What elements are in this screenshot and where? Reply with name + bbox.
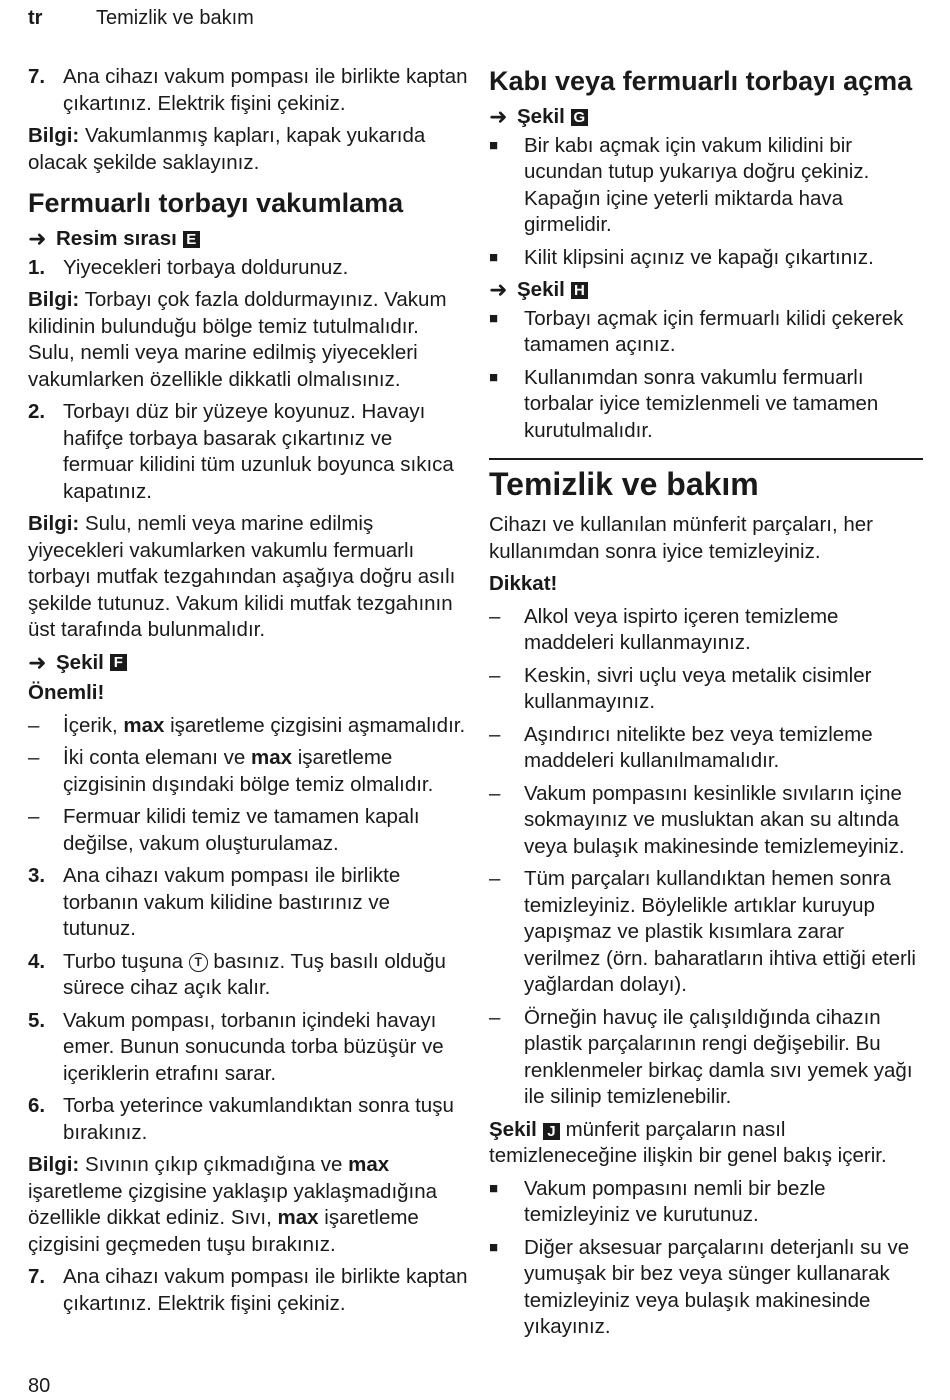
max-mark: max: [251, 746, 293, 769]
figure-ref-f: [28, 650, 468, 677]
caution-text: Alkol veya ispirto içeren temizleme maddeleri kullanmayınız.: [524, 604, 839, 654]
section-divider: [489, 458, 923, 460]
figure-letter-box: F: [110, 654, 127, 671]
step-text: Ana cihazı vakum pompası ile birlikte kaptan çıkartınız. Elektrik fişini çekiniz.: [63, 65, 468, 115]
figure-ref-label: Şekil: [517, 105, 565, 128]
step-5: [28, 1008, 468, 1088]
step-number: 4.: [28, 949, 46, 973]
text-part: İki conta elemanı ve: [63, 746, 252, 769]
max-mark: max: [123, 713, 165, 737]
figure-ref-label: Şekil: [56, 650, 104, 674]
step-7-bottom: [28, 1264, 468, 1317]
figure-letter-box: H: [571, 282, 588, 299]
step-number: 7.: [28, 1265, 46, 1288]
bullet-item-5: [489, 1176, 923, 1229]
caution-item-2: [489, 663, 923, 716]
step-text: [63, 949, 468, 1002]
caution-item-6: [489, 1005, 923, 1111]
step-text: Torba yeterince vakumlandıktan sonra tuşu bırakınız.: [63, 1094, 454, 1144]
note-3: [28, 1152, 468, 1258]
bullet-text: Diğer aksesuar parçalarını deterjanlı su ve yumuşak bir bez veya sünger kullanarak temizleyiniz veya bulaşık makinesinde yıkayınız.: [524, 1235, 910, 1338]
warning-item-3: [28, 804, 468, 857]
warning-item-2: [28, 745, 468, 798]
figure-ref-label: Resim sırası: [56, 227, 177, 250]
step-number: 1.: [28, 255, 46, 279]
note-2: [28, 511, 468, 644]
arrow-right-icon: ➜: [489, 277, 508, 302]
caution-text: Tüm parçaları kullandıktan hemen sonra temizleyiniz. Böylelikle artıklar kuruyup yapışmaz ve plastik kısımlara zarar verilmez (örn. baharatların ihtiva ettiği eterli yağlardan dolayı).: [524, 867, 916, 996]
bullet-text: Vakum pompasını nemli bir bezle temizleyiniz ve kurutunuz.: [524, 1176, 826, 1226]
figure-letter-box: E: [183, 231, 200, 248]
note-1: [28, 287, 468, 393]
step-number: 5.: [28, 1008, 46, 1032]
note-text: Torbayı çok fazla doldurmayınız. Vakum kilidinin bulunduğu bölge temiz tutulmalıdır. Sulu, nemli veya marine edilmiş yiyecekleri vakumlarken özellikle dikkatli olmalısınız.: [28, 288, 447, 391]
language-code: tr: [28, 7, 43, 29]
note-label: Bilgi:: [28, 124, 80, 147]
dash-marker: –: [489, 604, 501, 628]
text-part: işaretleme çizgisini aşmamalıdır.: [164, 713, 466, 737]
note-label: Bilgi:: [28, 512, 80, 535]
square-bullet-icon: ■: [489, 1238, 499, 1256]
dash-marker: –: [489, 722, 501, 746]
right-column: [489, 64, 923, 1347]
max-mark: max: [348, 1153, 390, 1176]
step-1: [28, 255, 468, 282]
figure-ref-h: [489, 277, 923, 304]
step-number: 3.: [28, 864, 46, 887]
bullet-item-2: [489, 245, 923, 272]
square-bullet-icon: ■: [489, 136, 499, 154]
dash-marker: –: [489, 867, 501, 890]
dash-marker: –: [489, 1005, 501, 1029]
caution-item-1: [489, 604, 923, 657]
text-part: işaretleme çizgisine yaklaşıp yaklaşmadığına özellikle dikkat ediniz. Sıvı,: [28, 1179, 438, 1229]
note-label: Bilgi:: [28, 288, 80, 311]
square-bullet-icon: ■: [489, 309, 499, 327]
bullet-item-6: [489, 1235, 923, 1341]
square-bullet-icon: ■: [489, 368, 499, 386]
figure-ref-g: [489, 104, 923, 131]
caution-text: Aşındırıcı nitelikte bez veya temizleme maddeleri kullanılmamalıdır.: [524, 722, 873, 772]
step-number: 7.: [28, 65, 46, 88]
header-title: Temizlik ve bakım: [96, 7, 254, 29]
text-part: işaretleme çizgisini geçmeden tuşu bırakınız.: [28, 1206, 419, 1256]
arrow-right-icon: ➜: [28, 226, 47, 251]
caution-item-4: [489, 781, 923, 861]
bullet-item-1: [489, 133, 923, 239]
dash-marker: –: [28, 746, 40, 769]
step-text: Vakum pompası, torbanın içindeki havayı emer. Bunun sonucunda torba büzüşür ve içeriklerin etrafını sarar.: [63, 1008, 444, 1085]
step-2: [28, 399, 468, 505]
page-number: 80: [28, 1375, 51, 1397]
important-label: Önemli!: [28, 681, 105, 704]
text-part: Turbo tuşuna: [63, 949, 189, 973]
note-top: [28, 123, 468, 176]
step-6: [28, 1093, 468, 1146]
text-part: Sıvının çıkıp çıkmadığına ve: [79, 1153, 349, 1176]
section-title-vacuum-bag: Fermuarlı torbayı vakumlama: [28, 188, 404, 218]
caution-item-3: [489, 722, 923, 775]
square-bullet-icon: ■: [489, 1179, 499, 1197]
step-number: 2.: [28, 400, 46, 423]
figure-letter-box: J: [543, 1123, 560, 1140]
main-title-cleaning: Temizlik ve bakım: [489, 466, 759, 502]
turbo-button-icon: T: [189, 953, 208, 972]
step-text: Ana cihazı vakum pompası ile birlikte kaptan çıkartınız. Elektrik fişini çekiniz.: [63, 1265, 468, 1315]
text-part: işaretleme çizgisinin dışındaki bölge temiz olmalıdır.: [63, 746, 434, 796]
bullet-text: Torbayı açmak için fermuarlı kilidi çekerek tamamen açınız.: [524, 306, 904, 356]
figure-ref-label: Şekil: [517, 278, 565, 301]
dash-marker: –: [28, 805, 40, 828]
overview-text: [489, 1117, 923, 1170]
dash-marker: –: [28, 713, 40, 737]
warning-item-1: [28, 713, 468, 740]
figure-ref-e: [28, 226, 468, 253]
step-3: [28, 863, 468, 943]
note-text: Sulu, nemli veya marine edilmiş yiyecekleri vakumlarken vakumlu fermuarlı torbayı mutfak tezgahından aşağıya doğru asılı şekilde tutunuz. Vakum kilidi mutfak tezgahının üst tarafında bulunmalıdır.: [28, 512, 456, 641]
square-bullet-icon: ■: [489, 248, 499, 266]
step-text: Ana cihazı vakum pompası ile birlikte torbanın vakum kilidine bastırınız ve tutunuz.: [63, 864, 401, 940]
bullet-text: Kullanımdan sonra vakumlu fermuarlı torbalar iyice temizlenmeli ve tamamen kurutulmalıdır.: [524, 365, 879, 442]
bullet-text: Kilit klipsini açınız ve kapağı çıkartınız.: [524, 245, 874, 269]
dash-marker: –: [489, 663, 501, 687]
caution-text: Örneğin havuç ile çalışıldığında cihazın plastik parçalarının rengi değişebilir. Bu renklenmeler birkaç damla sıvı yemek yağı ile silinip temizlenebilir.: [524, 1005, 913, 1108]
step-4: [28, 949, 468, 1002]
dash-marker: –: [489, 781, 501, 805]
step-7-top: [28, 64, 468, 117]
bullet-item-3: [489, 306, 923, 359]
text-part: İçerik,: [63, 713, 124, 737]
text-part: münferit parçaların nasıl temizleneceğine ilişkin bir genel bakış içerir.: [489, 1117, 887, 1167]
figure-ref-label: Şekil: [489, 1117, 537, 1141]
arrow-right-icon: ➜: [489, 104, 508, 129]
figure-letter-box: G: [571, 109, 588, 126]
step-number: 6.: [28, 1094, 46, 1117]
arrow-right-icon: ➜: [28, 649, 47, 675]
step-text: Torbayı düz bir yüzeye koyunuz. Havayı hafifçe torbaya basarak çıkartınız ve fermuar kilidini tüm uzunluk boyunca sıkıca kapatınız.: [63, 400, 454, 503]
note-text: Vakumlanmış kapları, kapak yukarıda olacak şekilde saklayınız.: [28, 124, 426, 174]
page-header: [28, 5, 254, 32]
text-part: basınız. Tuş basılı olduğu sürece cihaz açık kalır.: [63, 949, 446, 999]
note-label: Bilgi:: [28, 1153, 80, 1176]
step-text: Yiyecekleri torbaya doldurunuz.: [63, 255, 349, 279]
section-title-open: Kabı veya fermuarlı torbayı açma: [489, 66, 913, 96]
left-column: [28, 64, 468, 1323]
warning-text: [63, 745, 468, 798]
max-mark: max: [277, 1206, 319, 1229]
warning-text: Fermuar kilidi temiz ve tamamen kapalı değilse, vakum oluşturulamaz.: [63, 805, 420, 855]
caution-item-5: [489, 866, 923, 999]
intro-text: Cihazı ve kullanılan münferit parçaları, her kullanımdan sonra iyice temizleyiniz.: [489, 513, 873, 563]
caution-text: Keskin, sivri uçlu veya metalik cisimler kullanmayınız.: [524, 663, 872, 713]
bullet-item-4: [489, 365, 923, 445]
caution-label: Dikkat!: [489, 572, 558, 595]
caution-text: Vakum pompasını kesinlikle sıvıların içine sokmayınız ve musluktan akan su altında veya bulaşık makinesinde temizlemeyiniz.: [524, 781, 905, 858]
warning-text: [63, 713, 468, 740]
bullet-text: Bir kabı açmak için vakum kilidini bir ucundan tutup yukarıya doğru çekiniz. Kapağın içine yeterli miktarda hava girmelidir.: [524, 133, 870, 236]
